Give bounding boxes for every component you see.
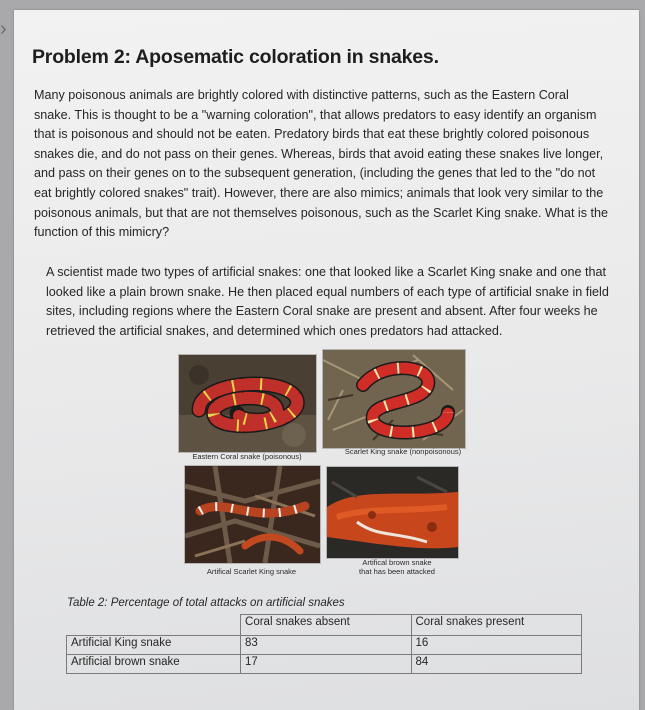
scarlet-king-snake-photo: [322, 349, 466, 449]
header-coral-present: Coral snakes present: [411, 615, 582, 636]
cell-absent: 83: [241, 636, 411, 655]
table-caption: Table 2: Percentage of total attacks on artificial snakes: [67, 597, 345, 609]
attack-percentage-table: [66, 614, 582, 674]
artificial-scarlet-caption: Artifical Scarlet King snake: [206, 567, 297, 576]
artificial-brown-snake-photo: [326, 466, 459, 559]
cell-absent: 17: [241, 655, 411, 674]
cell-present: 84: [411, 655, 582, 674]
cell-present: 16: [411, 636, 582, 655]
header-coral-absent: Coral snakes absent: [241, 615, 411, 636]
row-label: Artificial King snake: [67, 636, 241, 655]
scarlet-king-caption: Scarlet King snake (nonpoisonous): [344, 447, 462, 456]
eastern-coral-snake-photo: [178, 354, 317, 453]
table-header-row: [67, 615, 582, 636]
table-row: [67, 636, 582, 655]
intro-paragraph: Many poisonous animals are brightly colored with distinctive patterns, such as the Eastern Coral snake. This is thought to be a "warning coloration", that allows predators to easy identify an organism that is poisonous and should not be eaten. Predatory birds that eat these brightly colored poisonous snakes die, and do not pass on their genes. Whereas, birds that avoid eating these snakes live longer, and pass on their genes on to the subsequent generation, (including the genes that led to the "do not eat brightly colored snakes" trait). However, there are also mimics; animals that look very similar to the poisonous animals, but that are not themselves poisonous, such as the Scarlet King snake. What is the function of this mimicry?: [34, 88, 609, 240]
back-chevron-icon[interactable]: ›: [0, 18, 7, 40]
document-page: [14, 10, 639, 710]
table-row: [67, 655, 582, 674]
artificial-brown-caption-line1: Artifical brown snake: [362, 558, 432, 567]
problem-title: Problem 2: Aposematic coloration in snakes.: [32, 46, 439, 68]
artificial-scarlet-king-photo: [184, 465, 321, 564]
artificial-brown-caption: [332, 558, 462, 576]
eastern-coral-caption: Eastern Coral snake (poisonous): [192, 452, 302, 461]
table-corner-cell: [67, 615, 241, 636]
artificial-brown-caption-line2: that has been attacked: [359, 567, 435, 576]
experiment-paragraph: A scientist made two types of artificial snakes: one that looked like a Scarlet King snake and one that looked like a plain brown snake. He then placed equal numbers of each type of artificial snake in field sites, including regions where the Eastern Coral snake are present and absent. After four weeks he retrieved the artificial snakes, and determined which ones predators had attacked.: [46, 265, 609, 338]
row-label: Artificial brown snake: [67, 655, 241, 674]
